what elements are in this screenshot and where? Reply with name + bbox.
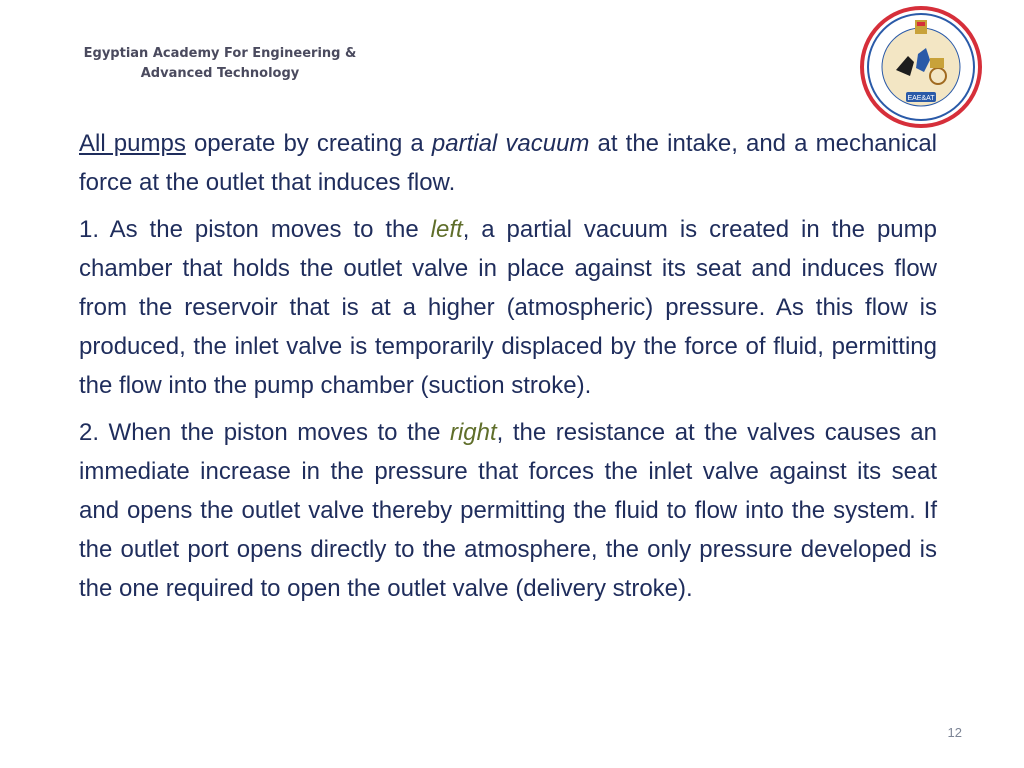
term-all-pumps: All pumps bbox=[79, 130, 186, 157]
slide-body bbox=[79, 124, 937, 616]
paragraph-suction-stroke bbox=[79, 210, 937, 405]
text-span: at the intake, and a mechanical force at the outlet that induces flow. bbox=[79, 130, 937, 196]
institution-name-line2: Advanced Technology bbox=[140, 66, 300, 81]
emphasis-right: right bbox=[449, 419, 497, 446]
institution-name bbox=[60, 44, 380, 84]
institution-name-line1: Egyptian Academy For Engineering & bbox=[83, 46, 357, 61]
text-span: , a partial vacuum is created in the pump chamber that holds the outlet valve in place against its seat and induces flow from the reservoir that is at a higher (atmospheric) pressure. As this flow is produced, the inlet valve is temporarily displaced by the force of fluid, permitting the flow into the pump chamber (suction stroke). bbox=[79, 216, 937, 399]
text-span: 1. As the piston moves to the bbox=[79, 216, 431, 243]
academy-logo bbox=[860, 6, 982, 128]
page-number: 12 bbox=[947, 725, 962, 740]
text-span: , the resistance at the valves causes an immediate increase in the pressure that forces the inlet valve against its seat and opens the outlet valve thereby permitting the fluid to flow into the system. If the outlet port opens directly to the atmosphere, the only pressure developed is the one required to open the outlet valve (delivery stroke). bbox=[79, 419, 938, 602]
term-partial-vacuum: partial vacuum bbox=[431, 130, 590, 157]
paragraph-delivery-stroke bbox=[79, 413, 937, 608]
logo-text: EAE&AT bbox=[907, 95, 935, 102]
paragraph-intro bbox=[79, 124, 937, 202]
emphasis-left: left bbox=[430, 216, 463, 243]
text-span: operate by creating a bbox=[185, 130, 432, 157]
text-span: 2. When the piston moves to the bbox=[79, 419, 450, 446]
